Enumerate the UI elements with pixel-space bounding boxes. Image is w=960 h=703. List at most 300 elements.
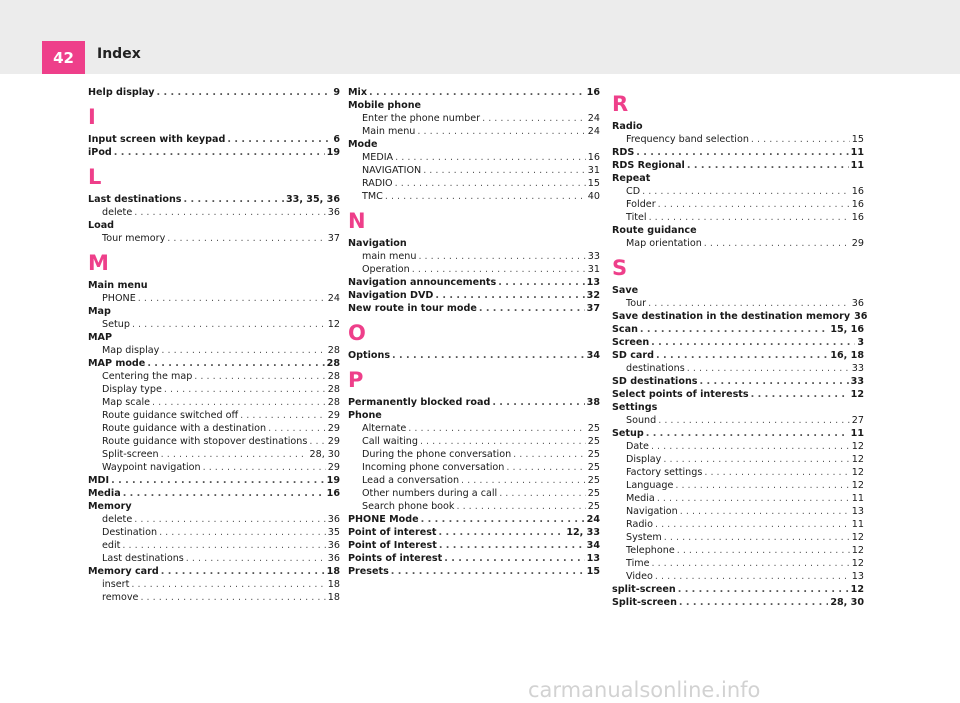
leader-dots (123, 487, 325, 500)
page-reference: 18 (326, 566, 340, 577)
entry-label: Navigation (348, 238, 407, 249)
page-reference: 28 (327, 384, 340, 395)
leader-dots (655, 570, 850, 583)
page-reference: 12 (851, 532, 864, 543)
page-reference: 12 (851, 545, 864, 556)
entry-label: Radio (612, 121, 643, 132)
index-entry (88, 487, 340, 500)
entry-label: Split-screen (612, 597, 677, 608)
page-reference: 32 (586, 290, 600, 301)
index-entry (348, 302, 600, 315)
page-reference: 25 (587, 488, 600, 499)
page-reference: 25 (587, 436, 600, 447)
index-subentry (612, 198, 864, 211)
index-entry (612, 583, 864, 596)
index-subentry (612, 453, 864, 466)
page-reference: 25 (587, 423, 600, 434)
page-reference: 9 (333, 87, 340, 98)
leader-dots (651, 557, 849, 570)
page-reference: 12 (850, 389, 864, 400)
entry-label: Options (348, 350, 391, 361)
page-reference: 15, 16 (830, 324, 864, 335)
index-entry (348, 396, 600, 409)
index-subentry (88, 396, 340, 409)
index-entry (88, 357, 340, 370)
index-subentry (348, 422, 600, 435)
index-subentry (348, 177, 600, 190)
entry-label: Operation (362, 264, 410, 275)
entry-label: Display (626, 454, 662, 465)
index-subentry (348, 474, 600, 487)
leader-dots (408, 422, 585, 435)
leader-dots (412, 263, 586, 276)
index-column-3 (612, 86, 868, 609)
page-number: 42 (42, 41, 85, 74)
entry-label: Last destinations (102, 553, 184, 564)
index-subentry (612, 492, 864, 505)
leader-dots (658, 198, 850, 211)
index-subentry (348, 250, 600, 263)
entry-label: Media (626, 493, 655, 504)
index-subentry (612, 237, 864, 250)
index-entry (88, 219, 340, 232)
index-entry (88, 193, 340, 206)
entry-label: Other numbers during a call (362, 488, 498, 499)
entry-label: Help display (88, 87, 155, 98)
entry-label: RDS Regional (612, 160, 685, 171)
index-subentry (88, 422, 340, 435)
index-entry (348, 237, 600, 250)
page-reference: 19 (326, 147, 340, 158)
leader-dots (679, 596, 828, 609)
index-subentry (612, 518, 864, 531)
index-subentry (348, 448, 600, 461)
leader-dots (513, 448, 586, 461)
leader-dots (646, 427, 849, 440)
entry-label: Settings (612, 402, 658, 413)
page-reference: 31 (587, 264, 600, 275)
index-subentry (88, 591, 340, 604)
index-letter-heading: M (88, 251, 109, 275)
index-letter-heading: N (348, 209, 366, 233)
leader-dots (675, 479, 849, 492)
page-reference: 12 (851, 480, 864, 491)
leader-dots (704, 466, 849, 479)
leader-dots (642, 185, 850, 198)
entry-label: Save (612, 285, 639, 296)
index-subentry (612, 531, 864, 544)
page-reference: 36 (851, 298, 864, 309)
page-reference: 34 (586, 540, 600, 551)
entry-label: Map display (102, 345, 160, 356)
page-reference: 12 (851, 467, 864, 478)
entry-label: MAP (88, 332, 113, 343)
entry-label: Navigation (626, 506, 678, 517)
entry-label: main menu (362, 251, 417, 262)
page-reference: 18 (327, 579, 340, 590)
leader-dots (664, 531, 850, 544)
entry-label: Main menu (88, 280, 148, 291)
header-band (0, 0, 960, 74)
index-subentry (88, 435, 340, 448)
leader-dots (395, 151, 586, 164)
index-letter-heading: L (88, 165, 102, 189)
leader-dots (655, 518, 850, 531)
entry-label: delete (102, 514, 133, 525)
leader-dots (506, 461, 585, 474)
leader-dots (114, 146, 325, 159)
page-reference: 37 (327, 233, 340, 244)
entry-label: Incoming phone conversation (362, 462, 505, 473)
entry-label: Telephone (626, 545, 675, 556)
index-subentry (348, 164, 600, 177)
index-subentry (612, 570, 864, 583)
page-reference: 35 (327, 527, 340, 538)
leader-dots (161, 565, 325, 578)
index-column-2 (348, 86, 600, 578)
leader-dots (677, 544, 850, 557)
page-reference: 27 (851, 415, 864, 426)
page-reference: 36 (327, 514, 340, 525)
page-reference: 28 (326, 358, 340, 369)
index-letter-heading: P (348, 368, 364, 392)
index-subentry (612, 466, 864, 479)
page-reference: 36 (327, 553, 340, 564)
page-reference: 12 (851, 454, 864, 465)
page-reference: 16 (851, 212, 864, 223)
entry-label: iPod (88, 147, 112, 158)
index-entry (348, 409, 600, 422)
index-entry (612, 159, 864, 172)
index-entry (348, 526, 600, 539)
index-subentry (612, 544, 864, 557)
entry-label: Memory card (88, 566, 159, 577)
page-reference: 13 (586, 277, 600, 288)
page-reference: 16 (586, 87, 600, 98)
page-reference: 12 (327, 319, 340, 330)
entry-label: MDI (88, 475, 110, 486)
page-reference: 36 (327, 207, 340, 218)
index-subentry (88, 448, 340, 461)
index-letter-heading: S (612, 256, 628, 280)
index-subentry (88, 383, 340, 396)
page-reference: 16 (587, 152, 600, 163)
leader-dots (687, 362, 850, 375)
index-entry (612, 310, 868, 323)
leader-dots (492, 396, 584, 409)
page-reference: 24 (586, 514, 600, 525)
leader-dots (268, 422, 326, 435)
index-column-1 (88, 86, 340, 604)
entry-label: Language (626, 480, 674, 491)
index-entry (348, 138, 600, 151)
entry-label: MEDIA (362, 152, 394, 163)
page-reference: 38 (586, 397, 600, 408)
page-reference: 24 (587, 126, 600, 137)
page-reference: 15 (851, 134, 864, 145)
index-entry (88, 86, 340, 99)
leader-dots (687, 159, 849, 172)
page-reference: 19 (326, 475, 340, 486)
entry-label: Route guidance switched off (102, 410, 239, 421)
leader-dots (152, 396, 326, 409)
entry-label: New route in tour mode (348, 303, 477, 314)
page-reference: 29 (327, 436, 340, 447)
entry-label: Mix (348, 87, 368, 98)
page-reference: 33 (851, 363, 864, 374)
section-title: Index (97, 46, 141, 62)
page-reference: 33, 35, 36 (285, 194, 340, 205)
page-reference: 12, 33 (566, 527, 600, 538)
leader-dots (157, 86, 332, 99)
entry-label: Lead a conversation (362, 475, 460, 486)
leader-dots (423, 164, 586, 177)
page-reference: 25 (587, 501, 600, 512)
entry-label: insert (102, 579, 130, 590)
index-subentry (88, 461, 340, 474)
page-reference: 28 (327, 371, 340, 382)
entry-label: destinations (626, 363, 685, 374)
leader-dots (122, 539, 325, 552)
index-entry (612, 349, 864, 362)
entry-label: Point of interest (348, 527, 437, 538)
index-subentry (612, 505, 864, 518)
leader-dots (704, 237, 850, 250)
index-entry (348, 539, 600, 552)
entry-label: SD card (612, 350, 654, 361)
index-entry (348, 276, 600, 289)
index-entry (348, 552, 600, 565)
index-entry (88, 305, 340, 318)
page-reference: 31 (587, 165, 600, 176)
entry-label: Map scale (102, 397, 151, 408)
leader-dots (164, 383, 326, 396)
leader-dots (420, 435, 586, 448)
entry-label: RADIO (362, 178, 393, 189)
entry-label: delete (102, 207, 133, 218)
entry-label: Alternate (362, 423, 407, 434)
entry-label: TMC (362, 191, 383, 202)
leader-dots (369, 86, 585, 99)
entry-label: Select points of interests (612, 389, 749, 400)
leader-dots (385, 190, 586, 203)
entry-label: Phone (348, 410, 382, 421)
leader-dots (435, 289, 584, 302)
entry-label: Setup (102, 319, 130, 330)
index-entry (88, 474, 340, 487)
entry-label: NAVIGATION (362, 165, 422, 176)
entry-label: Presets (348, 566, 389, 577)
page-reference: 18 (327, 592, 340, 603)
page-reference: 3 (857, 337, 864, 348)
entry-label: Display type (102, 384, 162, 395)
index-entry (612, 375, 864, 388)
entry-label: Titel (626, 212, 647, 223)
index-entry (88, 500, 340, 513)
index-subentry (88, 526, 340, 539)
leader-dots (636, 146, 848, 159)
leader-dots (418, 250, 585, 263)
entry-label: Video (626, 571, 653, 582)
index-entry (612, 172, 864, 185)
leader-dots (184, 193, 284, 206)
page-reference: 11 (850, 147, 864, 158)
page-reference: 11 (850, 160, 864, 171)
entry-label: Memory (88, 501, 132, 512)
index-subentry (348, 461, 600, 474)
page-reference: 33 (850, 376, 864, 387)
index-subentry (88, 513, 340, 526)
index-letter-heading: O (348, 321, 366, 345)
leader-dots (439, 539, 585, 552)
index-subentry (88, 578, 340, 591)
index-entry (612, 120, 864, 133)
entry-label: SD destinations (612, 376, 698, 387)
leader-dots (461, 474, 586, 487)
leader-dots (499, 487, 586, 500)
leader-dots (167, 232, 326, 245)
leader-dots (678, 583, 849, 596)
index-subentry (612, 362, 864, 375)
entry-label: System (626, 532, 662, 543)
index-subentry (348, 112, 600, 125)
leader-dots (498, 276, 584, 289)
entry-label: Map orientation (626, 238, 702, 249)
leader-dots (194, 370, 325, 383)
index-subentry (348, 125, 600, 138)
leader-dots (159, 526, 326, 539)
index-subentry (348, 190, 600, 203)
entry-label: Folder (626, 199, 656, 210)
index-entry (348, 86, 600, 99)
leader-dots (417, 125, 585, 138)
index-subentry (612, 557, 864, 570)
index-entry (88, 565, 340, 578)
leader-dots (309, 435, 325, 448)
page-reference: 29 (327, 423, 340, 434)
page-reference: 25 (587, 475, 600, 486)
index-subentry (88, 409, 340, 422)
leader-dots (132, 318, 326, 331)
leader-dots (131, 578, 325, 591)
index-entry (612, 401, 864, 414)
entry-label: RDS (612, 147, 635, 158)
index-entry (348, 289, 600, 302)
page-reference: 29 (327, 410, 340, 421)
index-entry (612, 284, 864, 297)
index-entry (348, 513, 600, 526)
index-subentry (348, 500, 600, 513)
leader-dots (640, 323, 828, 336)
index-subentry (612, 211, 864, 224)
index-entry (612, 146, 864, 159)
leader-dots (392, 349, 585, 362)
entry-label: MAP mode (88, 358, 146, 369)
index-entry (348, 349, 600, 362)
entry-label: Frequency band selection (626, 134, 749, 145)
page-reference: 13 (851, 571, 864, 582)
leader-dots (161, 448, 308, 461)
entry-label: split-screen (612, 584, 676, 595)
page-reference: 40 (587, 191, 600, 202)
leader-dots (699, 375, 848, 388)
index-subentry (88, 232, 340, 245)
index-subentry (348, 435, 600, 448)
page-reference: 29 (851, 238, 864, 249)
page-reference: 28 (327, 345, 340, 356)
leader-dots (138, 292, 326, 305)
page-reference: 16 (851, 199, 864, 210)
page-reference: 12 (850, 584, 864, 595)
leader-dots (649, 211, 850, 224)
leader-dots (140, 591, 325, 604)
page-reference: 24 (587, 113, 600, 124)
index-subentry (348, 487, 600, 500)
page-reference: 12 (851, 441, 864, 452)
index-subentry (88, 344, 340, 357)
index-entry (88, 331, 340, 344)
entry-label: Points of interest (348, 553, 443, 564)
entry-label: Navigation DVD (348, 290, 434, 301)
leader-dots (439, 526, 565, 539)
page-reference: 11 (850, 428, 864, 439)
index-entry (88, 146, 340, 159)
index-subentry (88, 206, 340, 219)
page-reference: 36 (327, 540, 340, 551)
leader-dots (656, 349, 828, 362)
leader-dots (479, 302, 585, 315)
leader-dots (134, 206, 326, 219)
entry-label: Route guidance (612, 225, 697, 236)
leader-dots (651, 336, 855, 349)
entry-label: Input screen with keypad (88, 134, 226, 145)
index-subentry (88, 370, 340, 383)
page-reference: 28 (327, 397, 340, 408)
leader-dots (147, 357, 324, 370)
leader-dots (663, 453, 849, 466)
leader-dots (658, 414, 850, 427)
page-reference: 24 (327, 293, 340, 304)
entry-label: Sound (626, 415, 657, 426)
page-reference: 11 (851, 519, 864, 530)
page-reference: 29 (327, 462, 340, 473)
entry-label: Setup (612, 428, 644, 439)
leader-dots (648, 297, 850, 310)
leader-dots (240, 409, 326, 422)
index-subentry (612, 185, 864, 198)
entry-label: Permanently blocked road (348, 397, 491, 408)
entry-label: CD (626, 186, 641, 197)
page-reference: 6 (333, 134, 340, 145)
index-entry (612, 427, 864, 440)
page-reference: 28, 30 (830, 597, 864, 608)
index-entry (612, 323, 864, 336)
leader-dots (456, 500, 585, 513)
index-entry (612, 388, 864, 401)
entry-label: Tour memory (102, 233, 166, 244)
entry-label: Date (626, 441, 649, 452)
index-subentry (88, 292, 340, 305)
leader-dots (203, 461, 326, 474)
index-subentry (88, 552, 340, 565)
entry-label: Radio (626, 519, 653, 530)
page-reference: 15 (586, 566, 600, 577)
page-reference: 16 (851, 186, 864, 197)
page-reference: 16, 18 (830, 350, 864, 361)
leader-dots (751, 133, 850, 146)
index-entry (88, 133, 340, 146)
leader-dots (134, 513, 326, 526)
